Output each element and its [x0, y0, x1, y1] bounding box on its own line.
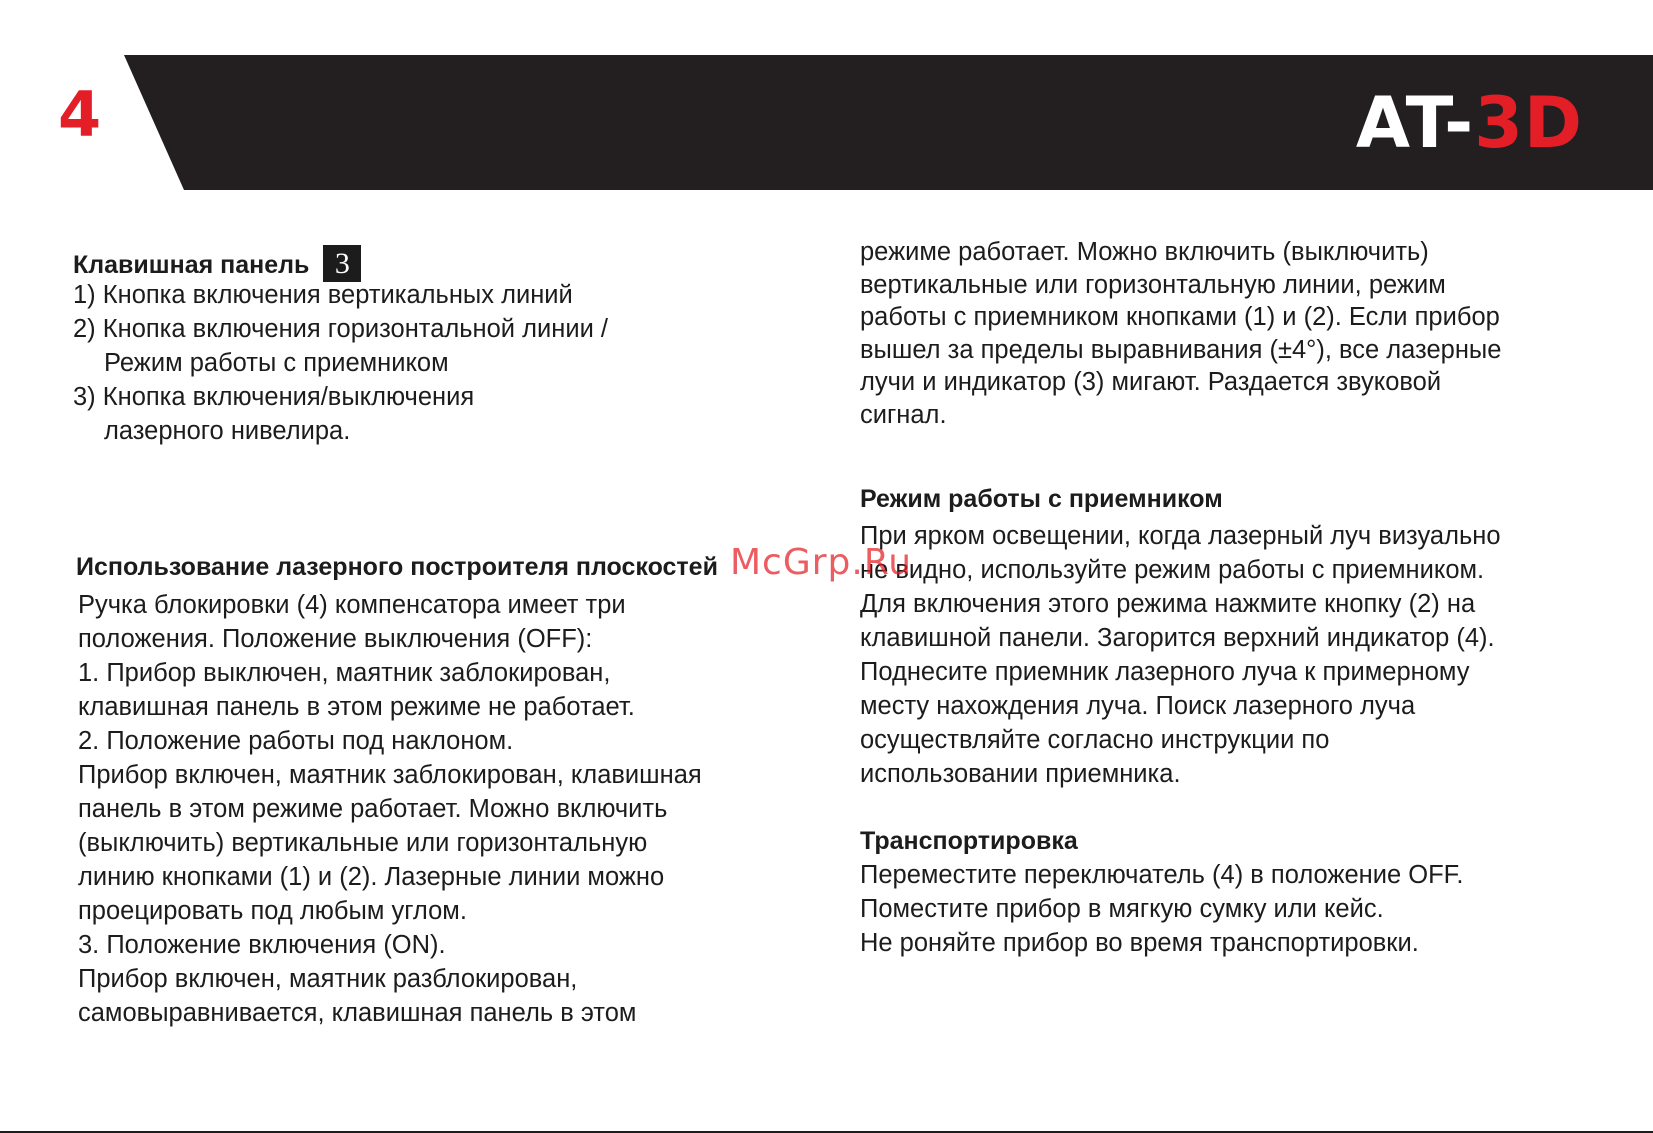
- page-number: 4: [58, 78, 102, 151]
- text-line: Поднесите приемник лазерного луча к примерному: [860, 658, 1470, 686]
- text-line: самовыравнивается, клавишная панель в этом: [78, 999, 637, 1027]
- list-item: 3) Кнопка включения/выключения: [73, 383, 475, 411]
- text-line: 3. Положение включения (ON).: [78, 931, 446, 959]
- figure-number-badge: 3: [323, 245, 361, 282]
- text-line: Поместите прибор в мягкую сумку или кейс.: [860, 895, 1384, 923]
- keypad-title-text: Клавишная панель: [73, 251, 310, 280]
- receiver-section-title: Режим работы с приемником: [860, 485, 1223, 513]
- text-line: Переместите переключатель (4) в положение OFF.: [860, 861, 1464, 889]
- model-logo: [1355, 82, 1583, 164]
- text-line: клавишной панели. Загорится верхний индикатор (4).: [860, 624, 1495, 652]
- transport-section-body: [860, 858, 1464, 960]
- text-line: месту нахождения луча. Поиск лазерного луча: [860, 692, 1416, 720]
- list-item: Режим работы с приемником: [104, 349, 449, 377]
- text-line: осуществляйте согласно инструкции по: [860, 726, 1330, 754]
- list-item: 2) Кнопка включения горизонтальной линии /: [73, 315, 609, 343]
- text-line: не видно, используйте режим работы с приемником.: [860, 556, 1485, 584]
- model-accent: 3D: [1474, 82, 1583, 164]
- text-line: панель в этом режиме работает. Можно включить: [78, 795, 668, 823]
- text-line: Прибор включен, маятник разблокирован,: [78, 965, 578, 993]
- text-line: положения. Положение выключения (OFF):: [78, 625, 593, 653]
- usage-section-body: [78, 588, 702, 1030]
- text-line: Для включения этого режима нажмите кнопку (2) на: [860, 590, 1476, 618]
- text-line: Ручка блокировки (4) компенсатора имеет три: [78, 591, 626, 619]
- text-line: линию кнопками (1) и (2). Лазерные линии можно: [78, 863, 665, 891]
- text-line: При ярком освещении, когда лазерный луч визуально: [860, 522, 1501, 550]
- text-line: использовании приемника.: [860, 760, 1181, 788]
- text-line: вышел за пределы выравнивания (±4°), все лазерные: [860, 335, 1502, 364]
- usage-continued-body: [860, 236, 1501, 431]
- watermark: McGrp.Ru: [730, 542, 913, 583]
- text-line: сигнал.: [860, 400, 947, 429]
- text-line: (выключить) вертикальные или горизонтальную: [78, 829, 648, 857]
- usage-section-title: Использование лазерного построителя плоскостей: [76, 553, 718, 581]
- text-line: лучи и индикатор (3) мигают. Раздается звуковой: [860, 368, 1442, 396]
- list-item: 1) Кнопка включения вертикальных линий: [73, 281, 573, 309]
- text-line: проецировать под любым углом.: [78, 897, 467, 925]
- keypad-button-list: [73, 278, 608, 448]
- text-line: Не роняйте прибор во время транспортировки.: [860, 929, 1419, 957]
- text-line: работы с приемником кнопками (1) и (2). Если прибор: [860, 303, 1500, 331]
- text-line: Прибор включен, маятник заблокирован, клавишная: [78, 761, 702, 789]
- text-line: 1. Прибор выключен, маятник заблокирован,: [78, 659, 611, 687]
- text-line: 2. Положение работы под наклоном.: [78, 727, 514, 755]
- transport-section-title: Транспортировка: [860, 827, 1078, 855]
- text-line: режиме работает. Можно включить (выключить): [860, 238, 1429, 266]
- text-line: клавишная панель в этом режиме не работает.: [78, 693, 635, 721]
- list-item: лазерного нивелира.: [104, 417, 351, 445]
- model-prefix: AT-: [1355, 82, 1475, 164]
- text-line: вертикальные или горизонтальную линии, режим: [860, 270, 1446, 299]
- receiver-section-body: [860, 519, 1501, 791]
